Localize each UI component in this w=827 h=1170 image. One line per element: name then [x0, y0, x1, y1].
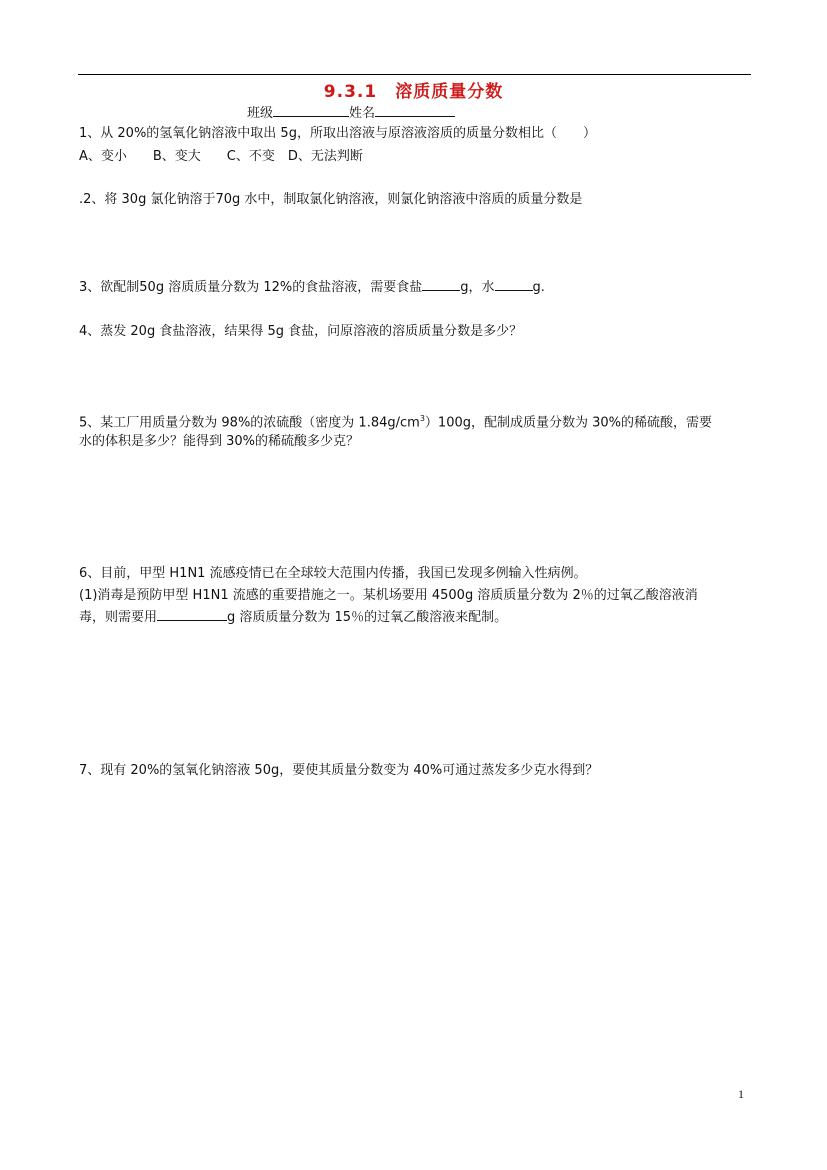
- question-6-line-1: 6、目前，甲型 H1N1 流感疫情已在全球较大范围内传播，我国已发现多例输入性病例。: [79, 566, 587, 581]
- question-5-text-b: ）100g，配制成质量分数为 30%的稀硫酸，需要: [424, 415, 713, 431]
- question-6-line-3: [79, 608, 507, 628]
- name-blank[interactable]: [375, 104, 455, 117]
- name-label: 姓名: [349, 106, 376, 121]
- question-5-line-1: [79, 409, 712, 433]
- question-7: 7、现有 20%的氢氧化钠溶液 50g，要使其质量分数变为 40%可通过蒸发多少克水得到？: [79, 763, 599, 778]
- question-4: 4、蒸发 20g 食盐溶液，结果得 5g 食盐，问原溶液的溶质质量分数是多少？: [79, 324, 523, 339]
- class-label: 班级: [247, 106, 274, 121]
- question-3-text-b: g，水: [460, 280, 495, 295]
- page-title: 9.3.1 溶质质量分数: [323, 82, 504, 102]
- question-5-line-2: 水的体积是多少？能得到 30%的稀硫酸多少克？: [79, 434, 360, 449]
- question-6-text-a: 毒，则需要用: [79, 610, 158, 625]
- page-number: 1: [738, 1087, 744, 1101]
- water-blank[interactable]: [495, 278, 533, 291]
- question-1: 1、从 20%的氢氧化钠溶液中取出 5g，所取出溶液与原溶液溶质的质量分数相比（ ）: [79, 126, 596, 141]
- question-2: .2、将 30g 氯化钠溶于70g 水中，制取氯化钠溶液，则氯化钠溶液中溶质的质量分数是: [79, 192, 583, 207]
- question-3-text-c: g.: [532, 280, 545, 295]
- salt-blank[interactable]: [422, 278, 460, 291]
- question-1-options: A、变小 B、变大 C、不变 D、无法判断: [79, 149, 363, 164]
- question-5-text-a: 5、某工厂用质量分数为 98%的浓硫酸（密度为 1.84g/cm: [79, 415, 420, 431]
- question-3: [79, 278, 545, 298]
- class-blank[interactable]: [273, 104, 349, 117]
- header-rule: [78, 74, 751, 75]
- acid-mass-blank[interactable]: [157, 608, 227, 621]
- question-3-text-a: 3、欲配制50g 溶质质量分数为 12%的食盐溶液，需要食盐: [79, 280, 423, 295]
- student-info-line: [247, 104, 455, 123]
- cubic-superscript: 3: [419, 414, 425, 423]
- question-6-text-b: g 溶质质量分数为 15％的过氧乙酸溶液来配制。: [227, 610, 508, 625]
- question-6-line-2: (1)消毒是预防甲型 H1N1 流感的重要措施之一。某机场要用 4500g 溶质质量分数为 2％的过氧乙酸溶液消: [79, 588, 698, 603]
